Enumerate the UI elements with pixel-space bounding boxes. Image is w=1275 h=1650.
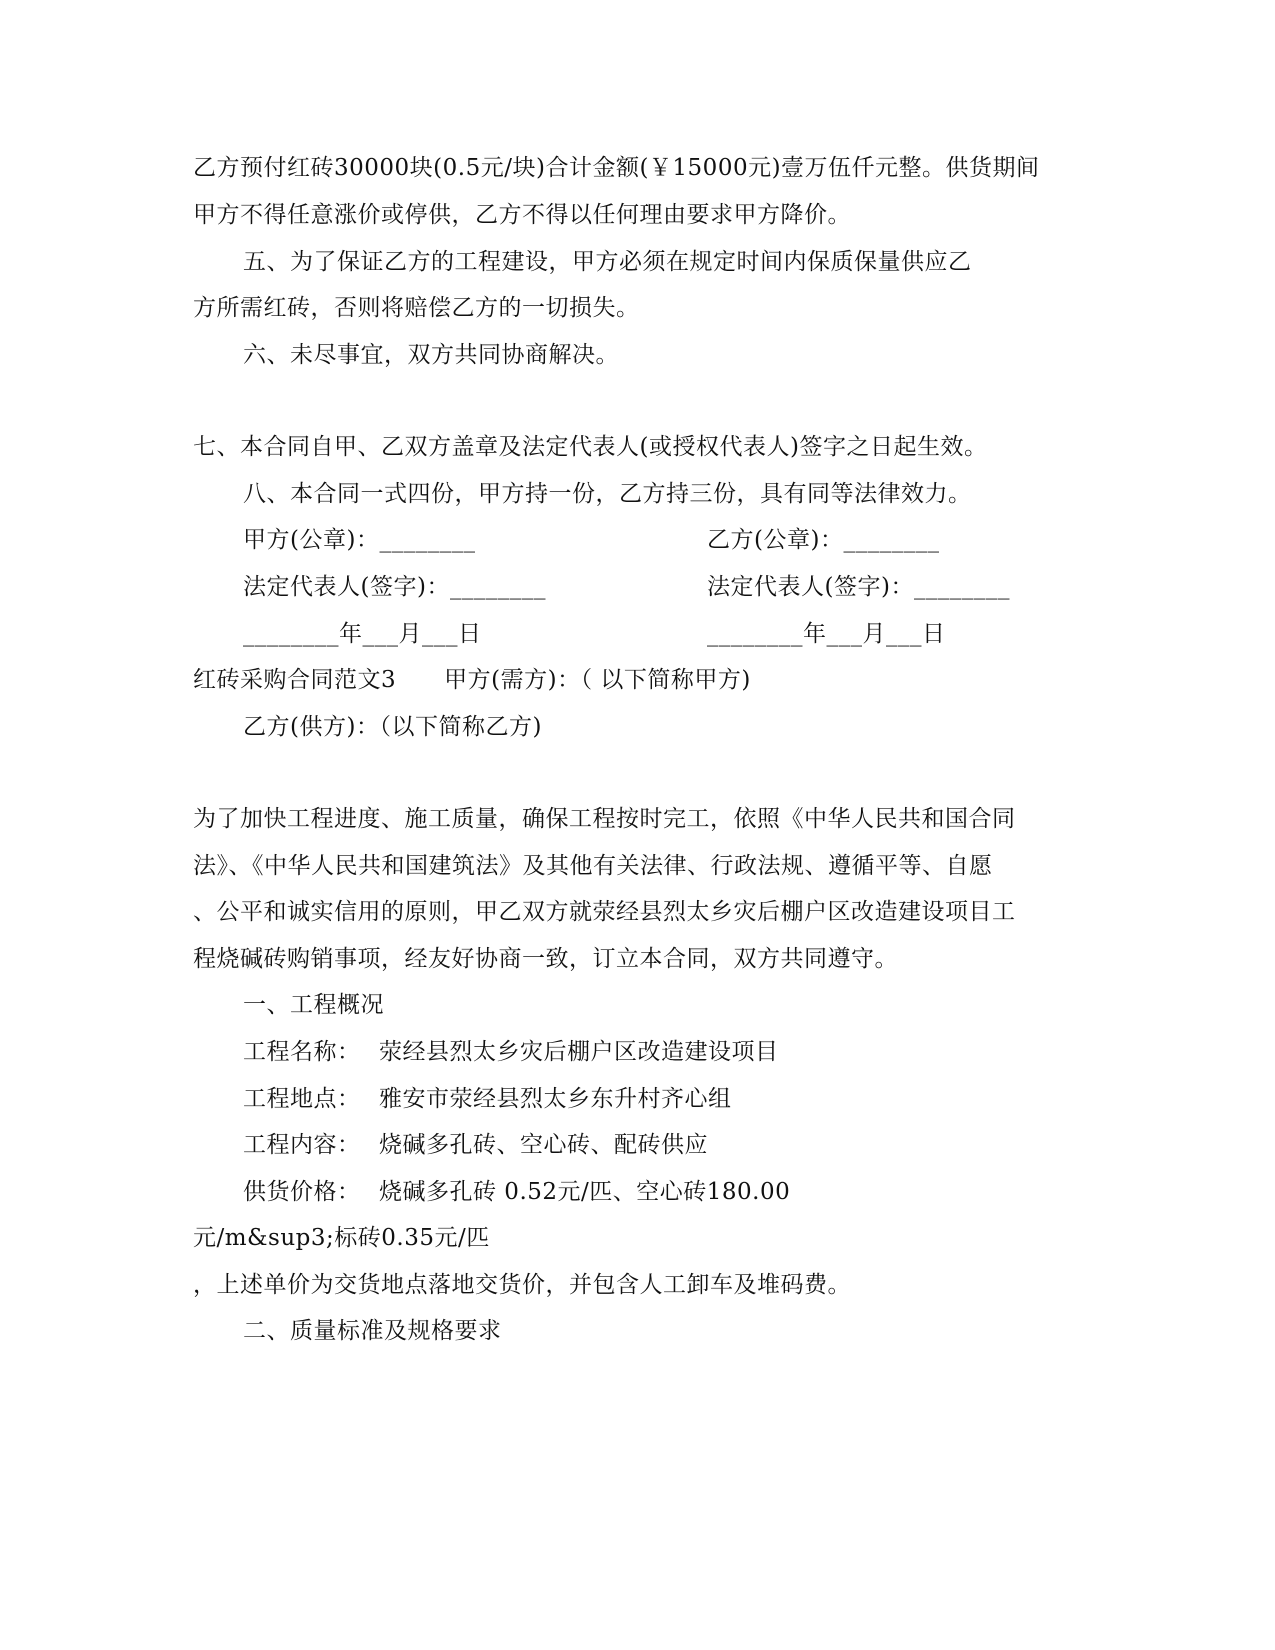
paragraph-line: 甲方不得任意涨价或停供，乙方不得以任何理由要求甲方降价。 [193,202,851,228]
section-one-heading: 一、工程概况 [243,992,384,1018]
supply-price-row [243,1177,790,1207]
contract-3-heading-line [193,665,751,695]
project-name-row [243,1037,779,1067]
section-two-heading: 二、质量标准及规格要求 [243,1318,502,1344]
project-location-label: 工程地点： [243,1086,361,1112]
project-content-row [243,1130,708,1160]
paragraph-line: 乙方预付红砖30000块(0.5元/块)合计金额(￥15000元)壹万伍仟元整。供货期间 [193,155,1040,181]
contract-title: 红砖采购合同范文3 [193,667,397,693]
intro-line: 为了加快工程进度、施工质量，确保工程按时完工，依照《中华人民共和国合同 [193,806,1016,832]
supply-price-label: 供货价格： [243,1179,361,1205]
intro-line: 程烧碱砖购销事项，经友好协商一致，订立本合同，双方共同遵守。 [193,946,898,972]
intro-line: 法》、《中华人民共和国建筑法》及其他有关法律、行政法规、遵循平等、自愿 [193,853,993,879]
clause-five-line: 五、为了保证乙方的工程建设，甲方必须在规定时间内保质保量供应乙 [243,249,972,275]
project-name-label: 工程名称： [243,1039,361,1065]
project-name-value: 荥经县烈太乡灾后棚户区改造建设项目 [379,1039,779,1065]
clause-five-line: 方所需红砖，否则将赔偿乙方的一切损失。 [193,295,640,321]
party-b-seal-field: 乙方(公章)：________ [707,527,940,553]
party-b-representative-field: 法定代表人(签字)：________ [707,574,1010,600]
party-a-representative-field: 法定代表人(签字)：________ [243,574,546,600]
project-location-value: 雅安市荥经县烈太乡东升村齐心组 [379,1086,732,1112]
party-b-date-field: ________年___月___日 [707,621,946,647]
project-content-label: 工程内容： [243,1132,361,1158]
clause-eight: 八、本合同一式四份，甲方持一份，乙方持三份，具有同等法律效力。 [243,481,972,507]
party-b-line: 乙方(供方)：（以下简称乙方) [243,714,542,740]
supply-price-value: 烧碱多孔砖 0.52元/匹、空心砖180.00 [379,1179,791,1205]
party-a-seal-field: 甲方(公章)：________ [243,527,476,553]
party-a-line: 甲方(需方)：（ 以下简称甲方) [444,667,751,693]
project-location-row [243,1084,732,1114]
party-a-date-field: ________年___月___日 [243,621,482,647]
clause-six: 六、未尽事宜，双方共同协商解决。 [243,342,619,368]
clause-seven: 七、本合同自甲、乙双方盖章及法定代表人(或授权代表人)签字之日起生效。 [193,434,988,460]
supply-price-continuation: 元/m&sup3;标砖0.35元/匹 [193,1225,490,1251]
supply-price-note: ，上述单价为交货地点落地交货价，并包含人工卸车及堆码费。 [193,1272,851,1298]
project-content-value: 烧碱多孔砖、空心砖、配砖供应 [379,1132,708,1158]
intro-line: 、公平和诚实信用的原则，甲乙双方就荥经县烈太乡灾后棚户区改造建设项目工 [193,899,1016,925]
